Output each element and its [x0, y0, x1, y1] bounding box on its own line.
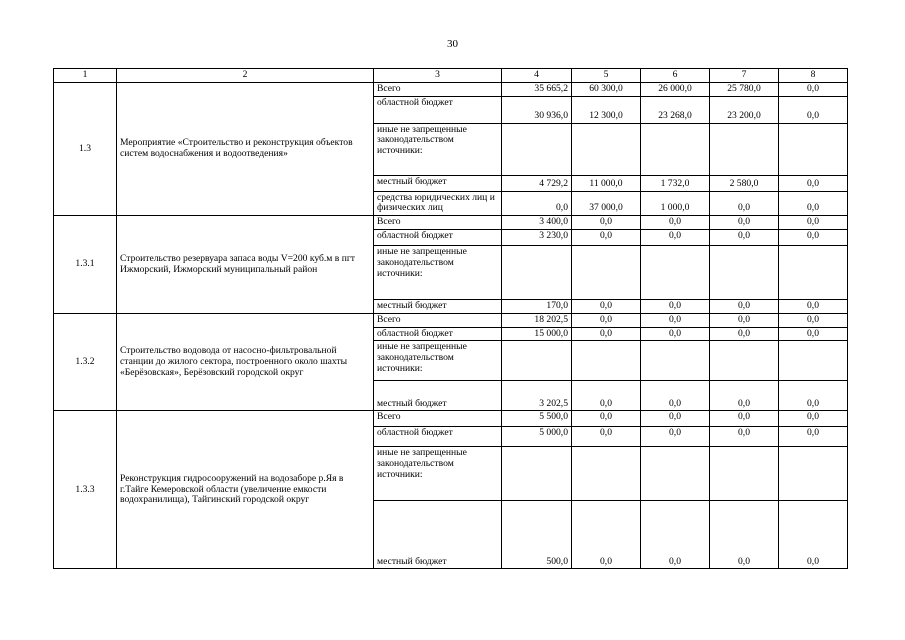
value-cell: 3 400,0	[502, 216, 572, 230]
value-cell: 0,0	[779, 381, 848, 411]
header-cell: 4	[502, 69, 572, 83]
value-cell: 500,0	[502, 501, 572, 569]
item-code: 1.3	[54, 82, 117, 215]
table-row	[54, 216, 848, 230]
funding-table	[53, 68, 848, 569]
value-cell	[572, 123, 641, 175]
value-cell: 0,0	[779, 216, 848, 230]
value-cell: 0,0	[641, 427, 710, 447]
value-cell: 23 268,0	[641, 96, 710, 123]
item-title: Строительство резервуара запаса воды V=200 куб.м в пгт Ижморский, Ижморский муниципальный район	[117, 216, 374, 314]
value-cell	[641, 246, 710, 300]
value-cell: 60 300,0	[572, 82, 641, 96]
value-cell: 3 202,5	[502, 381, 572, 411]
value-cell: 0,0	[710, 501, 779, 569]
funding-source: местный бюджет	[374, 501, 502, 569]
header-cell: 7	[710, 69, 779, 83]
value-cell: 0,0	[710, 427, 779, 447]
value-cell	[641, 447, 710, 501]
value-cell: 0,0	[502, 191, 572, 215]
page-number: 30	[447, 38, 458, 50]
value-cell	[779, 341, 848, 381]
value-cell: 25 780,0	[710, 82, 779, 96]
item-code: 1.3.1	[54, 216, 117, 314]
value-cell	[710, 123, 779, 175]
value-cell: 4 729,2	[502, 175, 572, 191]
header-cell: 6	[641, 69, 710, 83]
table-row	[54, 82, 848, 96]
value-cell: 0,0	[779, 175, 848, 191]
value-cell: 30 936,0	[502, 96, 572, 123]
value-cell: 0,0	[572, 381, 641, 411]
value-cell	[502, 246, 572, 300]
value-cell: 0,0	[710, 313, 779, 327]
value-cell	[502, 123, 572, 175]
value-cell	[710, 447, 779, 501]
item-code: 1.3.3	[54, 411, 117, 569]
value-cell: 1 732,0	[641, 175, 710, 191]
value-cell: 170,0	[502, 300, 572, 314]
funding-source: местный бюджет	[374, 381, 502, 411]
value-cell: 0,0	[572, 230, 641, 246]
value-cell: 0,0	[710, 191, 779, 215]
value-cell	[710, 246, 779, 300]
value-cell: 0,0	[572, 300, 641, 314]
value-cell: 0,0	[779, 427, 848, 447]
value-cell: 0,0	[779, 230, 848, 246]
value-cell: 0,0	[641, 216, 710, 230]
value-cell	[572, 246, 641, 300]
table-row	[54, 411, 848, 427]
value-cell: 0,0	[779, 96, 848, 123]
funding-source: Всего	[374, 82, 502, 96]
value-cell: 1 000,0	[641, 191, 710, 215]
value-cell: 0,0	[641, 411, 710, 427]
value-cell: 0,0	[572, 501, 641, 569]
item-title: Строительство водовода от насосно-фильтровальной станции до жилого сектора, построенного около шахты «Берёзовская», Берёзовский городской округ	[117, 313, 374, 410]
header-row	[54, 69, 848, 83]
header-cell: 3	[374, 69, 502, 83]
value-cell: 35 665,2	[502, 82, 572, 96]
value-cell: 0,0	[779, 313, 848, 327]
value-cell: 23 200,0	[710, 96, 779, 123]
funding-source: местный бюджет	[374, 300, 502, 314]
value-cell: 0,0	[779, 501, 848, 569]
funding-source: Всего	[374, 216, 502, 230]
value-cell: 2 580,0	[710, 175, 779, 191]
value-cell: 0,0	[710, 327, 779, 341]
value-cell	[502, 447, 572, 501]
item-code: 1.3.2	[54, 313, 117, 410]
value-cell: 37 000,0	[572, 191, 641, 215]
value-cell: 0,0	[641, 327, 710, 341]
value-cell: 0,0	[641, 501, 710, 569]
header-cell: 5	[572, 69, 641, 83]
funding-source: областной бюджет	[374, 327, 502, 341]
value-cell: 0,0	[779, 82, 848, 96]
value-cell: 0,0	[572, 313, 641, 327]
funding-source: Всего	[374, 411, 502, 427]
value-cell: 15 000,0	[502, 327, 572, 341]
funding-source: иные не запрещенные законодательством источники:	[374, 123, 502, 175]
funding-source: иные не запрещенные законодательством источники:	[374, 447, 502, 501]
value-cell: 11 000,0	[572, 175, 641, 191]
value-cell: 0,0	[779, 327, 848, 341]
value-cell: 0,0	[779, 300, 848, 314]
value-cell: 18 202,5	[502, 313, 572, 327]
funding-source: местный бюджет	[374, 175, 502, 191]
header-cell: 1	[54, 69, 117, 83]
funding-source: областной бюджет	[374, 96, 502, 123]
value-cell	[572, 447, 641, 501]
table-row	[54, 313, 848, 327]
funding-source: Всего	[374, 313, 502, 327]
item-title: Реконструкция гидросооружений на водозаборе р.Яя в г.Тайге Кемеровской области (увеличение емкости водохранилища), Тайгинский городской округ	[117, 411, 374, 569]
value-cell: 0,0	[779, 191, 848, 215]
funding-source: иные не запрещенные законодательством источники:	[374, 246, 502, 300]
funding-source: средства юридических лиц и физических лиц	[374, 191, 502, 215]
value-cell: 0,0	[710, 230, 779, 246]
value-cell	[641, 341, 710, 381]
value-cell: 0,0	[572, 427, 641, 447]
value-cell	[502, 341, 572, 381]
value-cell: 0,0	[572, 411, 641, 427]
value-cell: 0,0	[641, 300, 710, 314]
value-cell: 5 000,0	[502, 427, 572, 447]
value-cell: 26 000,0	[641, 82, 710, 96]
header-cell: 8	[779, 69, 848, 83]
item-title: Мероприятие «Строительство и реконструкция объектов систем водоснабжения и водоотведения»	[117, 82, 374, 215]
value-cell: 5 500,0	[502, 411, 572, 427]
value-cell: 0,0	[779, 411, 848, 427]
value-cell	[710, 341, 779, 381]
value-cell: 0,0	[641, 230, 710, 246]
value-cell	[779, 246, 848, 300]
header-cell: 2	[117, 69, 374, 83]
value-cell	[572, 341, 641, 381]
funding-source: областной бюджет	[374, 230, 502, 246]
value-cell: 0,0	[641, 313, 710, 327]
value-cell: 0,0	[710, 216, 779, 230]
value-cell: 12 300,0	[572, 96, 641, 123]
value-cell: 0,0	[710, 381, 779, 411]
value-cell	[641, 123, 710, 175]
value-cell: 0,0	[710, 300, 779, 314]
funding-source: иные не запрещенные законодательством источники:	[374, 341, 502, 381]
value-cell: 0,0	[710, 411, 779, 427]
value-cell: 0,0	[641, 381, 710, 411]
value-cell: 0,0	[572, 216, 641, 230]
funding-source: областной бюджет	[374, 427, 502, 447]
value-cell	[779, 447, 848, 501]
value-cell: 0,0	[572, 327, 641, 341]
value-cell	[779, 123, 848, 175]
value-cell: 3 230,0	[502, 230, 572, 246]
